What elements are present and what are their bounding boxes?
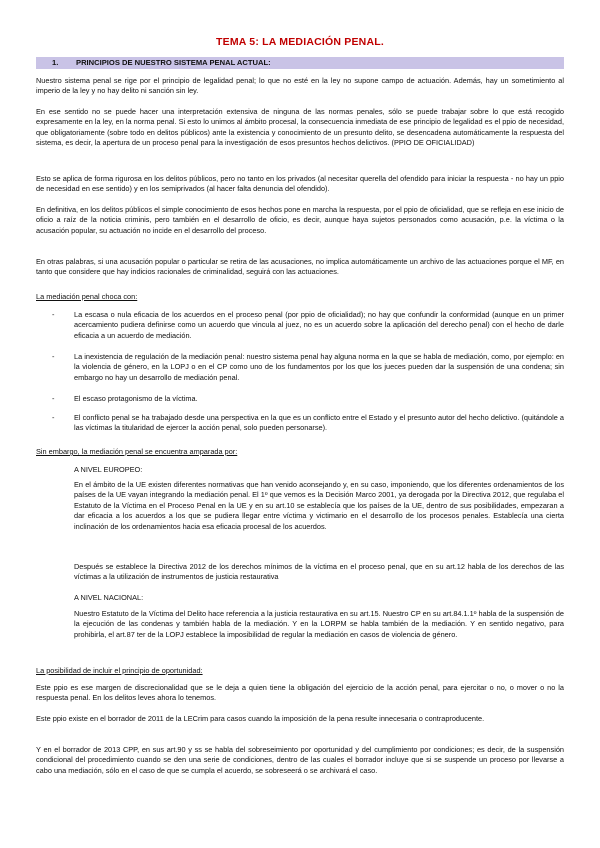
europeo-paragraph-decision-marco: En el ámbito de la UE existen diferentes normativas que han venido aconsejando y, en su caso, imponiendo, que los diferentes ordenamientos de los países de la UE vayan integrando la mediación penal. El 1º que vemos es la Decisión Marco 2001, ya derogada por la Directiva 2012, que regulaba el Estatuto de la Víctima en el Proceso Penal en la UE y en su art.10 se establecía que los países de la UE, dentro de sus posibilidades, empezaran a dar eficacia a los acuerdos a los que se pudiera llegar entre víctima y victimario en el desarrollo de los procesos penales. Establecía una cierta inclinación de los ordenamientos hacia esa eficacia procesal de los acuerdos. [74,480,564,531]
bullet-marker: - [52,413,55,422]
paragraph-acusacion: En otras palabras, si una acusación popular o particular se retira de las acusaciones, no implica automáticamente un archivo de las actuaciones porque el MF, en tanto que considere que hay indicios racionales de criminalidad, seguirá con las actuaciones. [36,257,564,277]
europeo-paragraph-directiva: Después se establece la Directiva 2012 de los derechos mínimos de la víctima en el proceso penal, que en su art.12 habla de los derechos de las víctimas a la utilización de instrumentos de justicia restaurativa [74,562,564,582]
paragraph-legalidad: Nuestro sistema penal se rige por el principio de legalidad penal; lo que no esté en la ley no supone campo de actuación. Además, hay un sometimiento al imperio de la ley y no hay delito ni sanción sin ley. [36,76,564,96]
section-heading: PRINCIPIOS DE NUESTRO SISTEMA PENAL ACTUAL: [76,58,271,67]
section-number: 1. [52,58,59,67]
paragraph-necesidad: En ese sentido no se puede hacer una interpretación extensiva de ninguna de las normas penales, sólo se puede trabajar sobre lo que está recogido expresamente en la ley, en la norma penal. Si esto lo unimos al ámbito procesal, la consecuencia inmediata de ese principio de legalidad es el ppio de necesidad, que obligatoriamente (sobre todo en delitos públicos) ante la existencia y conocimiento de un presunto delito, se desencadena automáticamente la respuesta del sistema, es decir, la apertura de un proceso penal para la investigación de esos presuntos hechos delictivos. (PPIO DE OFICIALIDAD) [36,107,564,148]
europeo-heading: A NIVEL EUROPEO: [74,465,143,474]
section-heading-bar [36,57,564,69]
nacional-heading: A NIVEL NACIONAL: [74,593,144,602]
paragraph-delitos-publicos: Esto se aplica de forma rigurosa en los delitos públicos, pero no tanto en los privados (al necesitar querella del ofendido para iniciar la respuesta - no hay un ppio de necesidad en ese sentido) y en los semiprivados (al hacer falta denuncia del ofendido). [36,174,564,194]
oportunidad-heading: La posibilidad de incluir el principio de oportunidad: [36,666,203,675]
choca-heading: La mediación penal choca con: [36,292,138,301]
choca-item-eficacia: La escasa o nula eficacia de los acuerdos en el proceso penal (por ppio de oficialidad); no hay que confundir la conformidad (aunque en un primer acercamiento pudiera definirse como un acuerdo que vincula al juez, no es un acuerdo sobre la aplicación del derecho penal) con el hecho de darle eficacia a un acuerdo de mediación. [74,310,564,340]
bullet-marker: - [52,352,55,361]
oportunidad-paragraph-borrador-2011: Este ppio existe en el borrador de 2011 de la LECrim para casos cuando la imposición de la pena resulte innecesaria o contraproducente. [36,714,485,723]
nacional-paragraph: Nuestro Estatuto de la Víctima del Delito hace referencia a la justicia restaurativa en su art.15. Nuestro CP en su art.84.1.1º habla de la suspensión de la ejecución de las condenas y también habla de la mediación. Y en la LORPM se habla también de la mediación. Y en sentido negativo, para prohibirla, el art.87 ter de la LOPJ establece la imposibilidad de regular la mediación en casos de violencia de género. [74,609,564,639]
choca-item-regulacion: La inexistencia de regulación de la mediación penal: nuestro sistema penal hay alguna norma en la que se habla de mediación, como, por ejemplo: en la violencia de género, en la LOPJ o en el CP como uno de los fundamentos por los que los jueces pueden dar la suspensión de una condena; sin embargo no hay un desarrollo de mediación penal. [74,352,564,382]
bullet-marker: - [52,394,55,403]
document-title: TEMA 5: LA MEDIACIÓN PENAL. [216,36,384,48]
oportunidad-paragraph-borrador-2013: Y en el borrador de 2013 CPP, en sus art.90 y ss se habla del sobreseimiento por oportunidad y del cumplimiento por condiciones; es decir, de la suspensión condicional del procedimiento cuando se den una serie de condiciones, dentro de las cuales el borrador incluye que si se suspende un proceso por llevarse a cabo una mediación, sólo en el caso de que se cumpla el acuerdo, se sobreseerá o se archivará el caso. [36,745,564,775]
bullet-marker: - [52,310,55,319]
choca-item-conflicto: El conflicto penal se ha trabajado desde una perspectiva en la que es un conflicto entre el Estado y el presunto autor del hecho delictivo. (quitándole a las víctimas la titularidad de ejercer la acción penal, solo pueden personarse). [74,413,564,433]
paragraph-oficialidad: En definitiva, en los delitos públicos el simple conocimiento de esos hechos pone en marcha la respuesta, por el ppio de oficialidad, que se refleja en ese inicio de oficio a raíz de la noticia criminis, pero también en el desarrollo de oficio, es decir, aunque haya sujetos personados como acusación, p.e. la víctima o la acusación popular, su actuación no incide en el desarrollo del proceso. [36,205,564,235]
choca-item-victima: El escaso protagonismo de la víctima. [74,394,198,403]
amparada-heading: Sin embargo, la mediación penal se encuentra amparada por: [36,447,238,456]
oportunidad-paragraph-margen: Este ppio es ese margen de discrecionalidad que se le deja a quien tiene la obligación del ejercicio de la acción penal, para ejercitar o no, o mover o no la respuesta penal. En los delitos leves ahora lo tenemos. [36,683,564,703]
